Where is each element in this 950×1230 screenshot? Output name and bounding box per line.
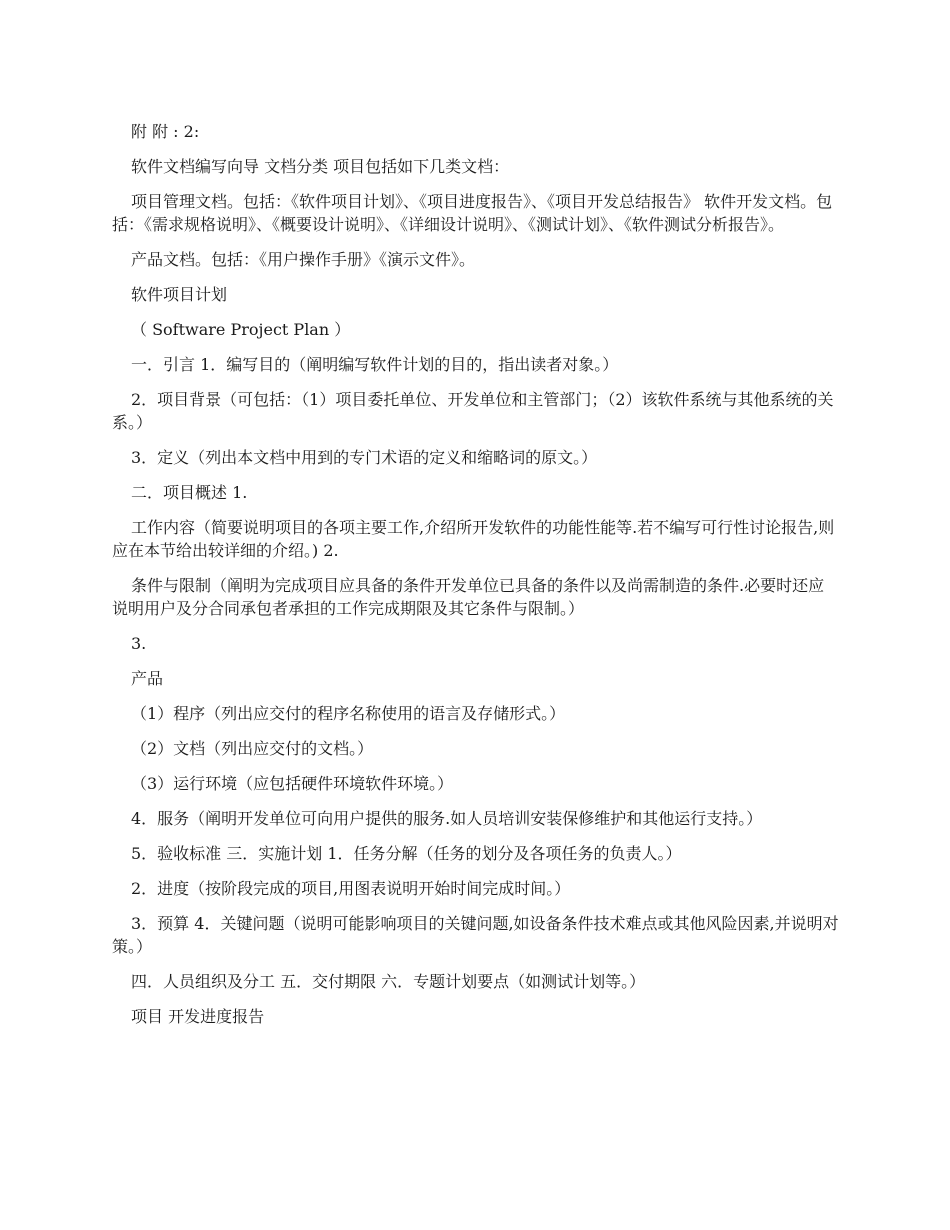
- paragraph: 4．服务（阐明开发单位可向用户提供的服务.如人员培训安装保修维护和其他运行支持。）: [131, 809, 763, 828]
- paragraph: 一．引言 1．编写目的（阐明编写软件计划的目的，指出读者对象。）: [131, 355, 619, 374]
- list-item: （2）文档（列出应交付的文档。）: [131, 739, 374, 758]
- doc-guide-intro: 软件文档编写向导 文档分类 项目包括如下几类文档：: [131, 157, 510, 176]
- paragraph: 产品: [131, 669, 164, 688]
- paragraph: 5．验收标准 三．实施计划 1．任务分解（任务的划分及各项任务的负责人。）: [131, 844, 682, 863]
- paragraph: 3．预算 4．关键问题（说明可能影响项目的关键问题,如设备条件技术难点或其他风险因素,并说明对策。）: [112, 914, 839, 956]
- appendix-label: 附 附 : 2:: [131, 122, 200, 141]
- paragraph: 3.: [131, 634, 147, 653]
- paragraph: 四．人员组织及分工 五．交付期限 六．专题计划要点（如测试计划等。）: [131, 972, 646, 991]
- product-docs: 产品文档。包括：《用户操作手册》《演示文件》。: [131, 250, 476, 269]
- section-title: 软件项目计划: [131, 285, 228, 304]
- section-subtitle: （ Software Project Plan ）: [131, 320, 351, 339]
- paragraph: 2．进度（按阶段完成的项目,用图表说明开始时间完成时间。）: [131, 879, 571, 898]
- paragraph: 条件与限制（阐明为完成项目应具备的条件开发单位已具备的条件以及尚需制造的条件.必要时还应说明用户及分合同承包者承担的工作完成期限及其它条件与限制。）: [112, 576, 825, 618]
- paragraph: 3．定义（列出本文档中用到的专门术语的定义和缩略词的原文。）: [131, 448, 598, 467]
- list-item: （3）运行环境（应包括硬件环境软件环境。）: [131, 774, 454, 793]
- list-item: （1）程序（列出应交付的程序名称使用的语言及存储形式。）: [131, 704, 566, 723]
- section-title: 项目 开发进度报告: [131, 1007, 265, 1026]
- paragraph: 二．项目概述 1.: [131, 483, 248, 502]
- doc-categories: 项目管理文档。包括：《软件项目计划》、《项目进度报告》、《项目开发总结报告》 软件开发文档。包括：《需求规格说明》、《概要设计说明》、《详细设计说明》、《测试计划》、《软件测试分析报告》。: [112, 192, 833, 234]
- paragraph: 工作内容（简要说明项目的各项主要工作,介绍所开发软件的功能性能等.若不编写可行性讨论报告,则应在本节给出较详细的介绍。) 2.: [112, 518, 835, 560]
- document-body: [112, 120, 840, 1040]
- paragraph: 2．项目背景（可包括：（1）项目委托单位、开发单位和主管部门；（2）该软件系统与其他系统的关系。）: [112, 390, 834, 432]
